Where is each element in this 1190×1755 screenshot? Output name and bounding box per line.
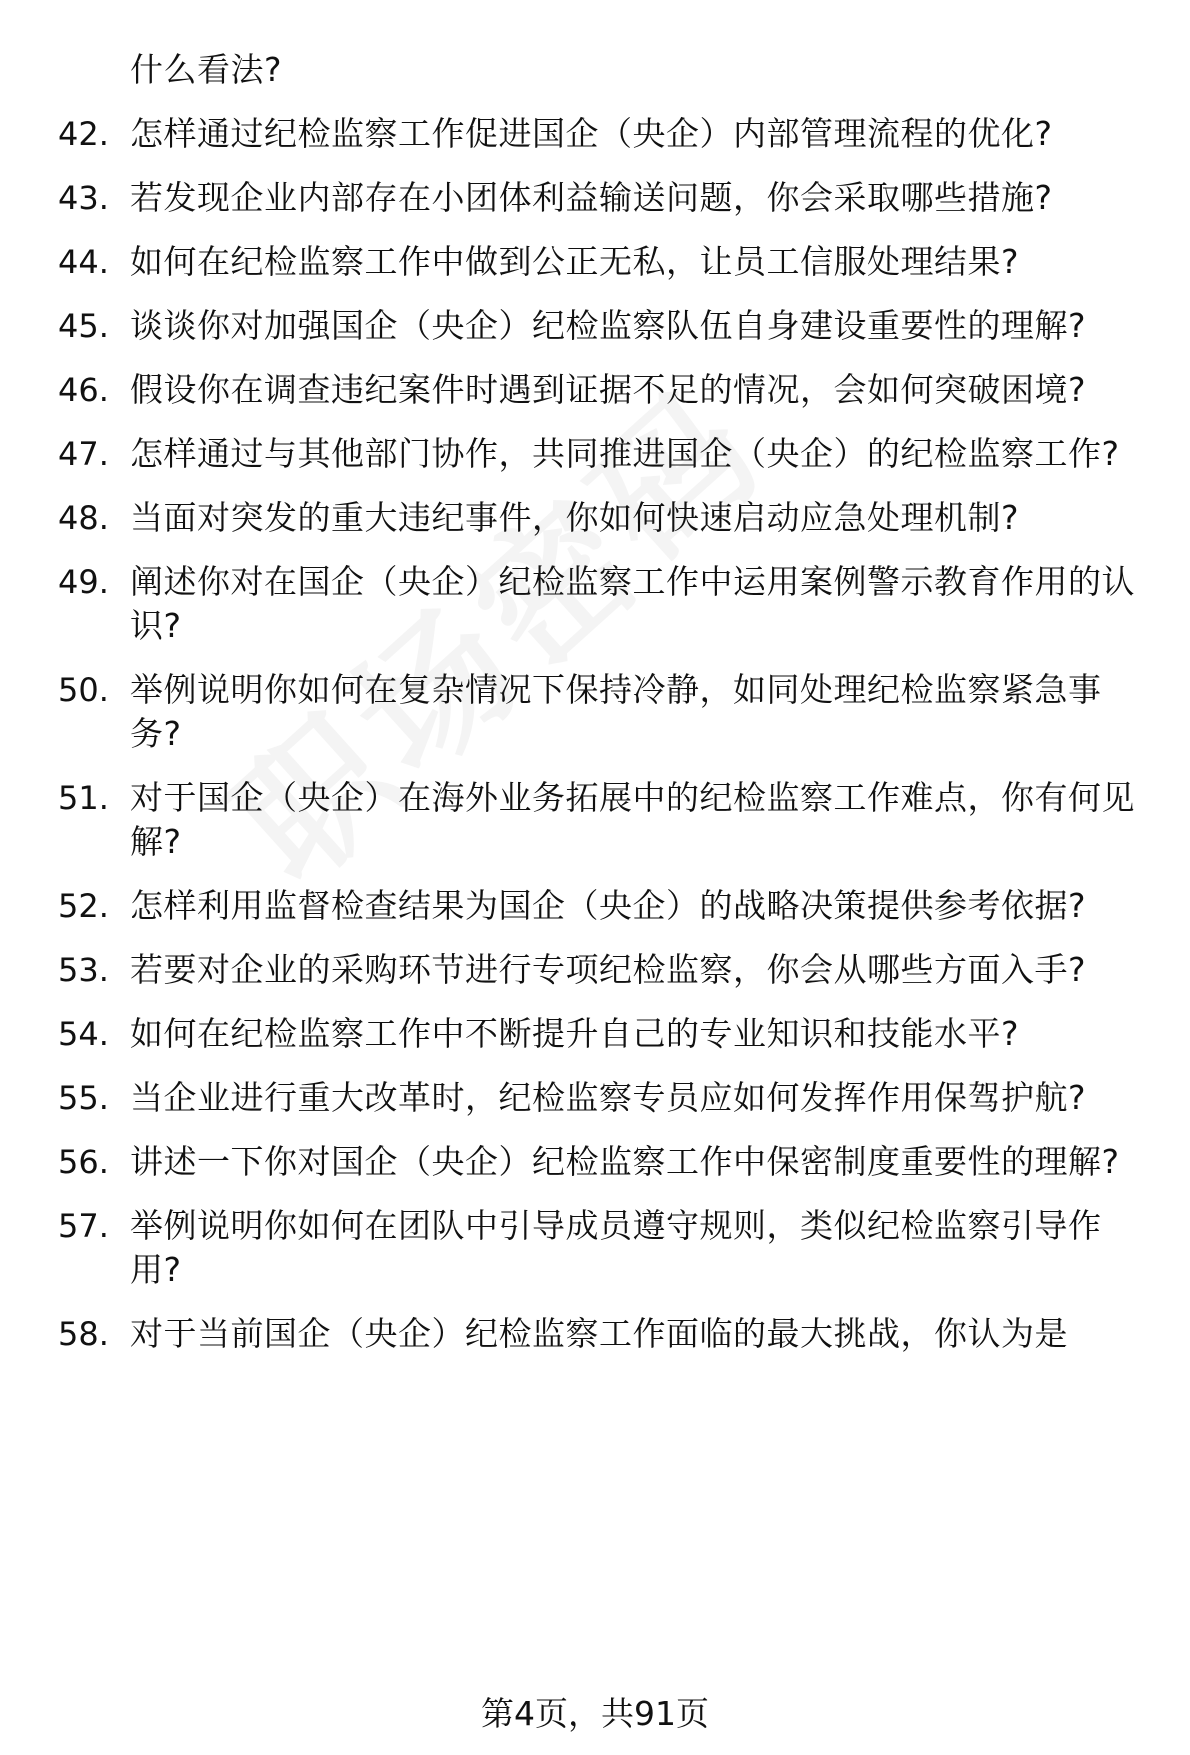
question-text: 怎样利用监督检查结果为国企（央企）的战略决策提供参考依据? [130,886,1087,925]
question-number: 57. [58,1207,109,1245]
list-item [58,1312,1148,1356]
question-number: 42. [58,115,109,153]
question-number: 53. [58,951,109,989]
question-number: 49. [58,563,109,601]
question-number: 56. [58,1143,109,1181]
question-text: 阐述你对在国企（央企）纪检监察工作中运用案例警示教育作用的认识? [130,562,1135,645]
question-number: 45. [58,307,109,345]
list-item [58,496,1148,540]
list-item [58,304,1148,348]
list-item [58,240,1148,284]
question-text: 对于当前国企（央企）纪检监察工作面临的最大挑战，你认为是 [130,1314,1068,1353]
question-text: 如何在纪检监察工作中做到公正无私，让员工信服处理结果? [130,242,1020,281]
list-item [58,176,1148,220]
question-list [58,48,1148,1376]
list-item [58,560,1148,648]
question-text: 举例说明你如何在团队中引导成员遵守规则，类似纪检监察引导作用? [130,1206,1102,1289]
question-number: 54. [58,1015,109,1053]
question-text: 谈谈你对加强国企（央企）纪检监察队伍自身建设重要性的理解? [130,306,1087,345]
question-text: 讲述一下你对国企（央企）纪检监察工作中保密制度重要性的理解? [130,1142,1120,1181]
page-footer: 第4页，共91页 [481,1694,709,1733]
list-item [58,112,1148,156]
question-text: 当面对突发的重大违纪事件，你如何快速启动应急处理机制? [130,498,1020,537]
list-item [58,668,1148,756]
question-number: 51. [58,779,109,817]
question-number: 46. [58,371,109,409]
list-item [58,1140,1148,1184]
question-number: 52. [58,887,109,925]
list-item [58,948,1148,992]
list-item [58,1204,1148,1292]
question-number: 58. [58,1315,109,1353]
list-item [58,1076,1148,1120]
list-item [58,48,1148,92]
question-text: 当企业进行重大改革时，纪检监察专员应如何发挥作用保驾护航? [130,1078,1087,1117]
question-number: 47. [58,435,109,473]
list-item [58,776,1148,864]
list-item [58,884,1148,928]
question-number: 55. [58,1079,109,1117]
question-text: 举例说明你如何在复杂情况下保持冷静，如同处理纪检监察紧急事务? [130,670,1102,753]
question-text: 假设你在调查违纪案件时遇到证据不足的情况，会如何突破困境? [130,370,1087,409]
question-number: 50. [58,671,109,709]
question-text: 怎样通过与其他部门协作，共同推进国企（央企）的纪检监察工作? [130,434,1120,473]
question-text: 如何在纪检监察工作中不断提升自己的专业知识和技能水平? [130,1014,1020,1053]
question-text: 怎样通过纪检监察工作促进国企（央企）内部管理流程的优化? [130,114,1053,153]
question-continuation: 什么看法? [130,50,283,89]
question-number: 44. [58,243,109,281]
question-text: 若要对企业的采购环节进行专项纪检监察，你会从哪些方面入手? [130,950,1087,989]
list-item [58,432,1148,476]
question-text: 若发现企业内部存在小团体利益输送问题，你会采取哪些措施? [130,178,1053,217]
question-number: 48. [58,499,109,537]
question-text: 对于国企（央企）在海外业务拓展中的纪检监察工作难点，你有何见解? [130,778,1135,861]
list-item [58,1012,1148,1056]
list-item [58,368,1148,412]
question-number: 43. [58,179,109,217]
